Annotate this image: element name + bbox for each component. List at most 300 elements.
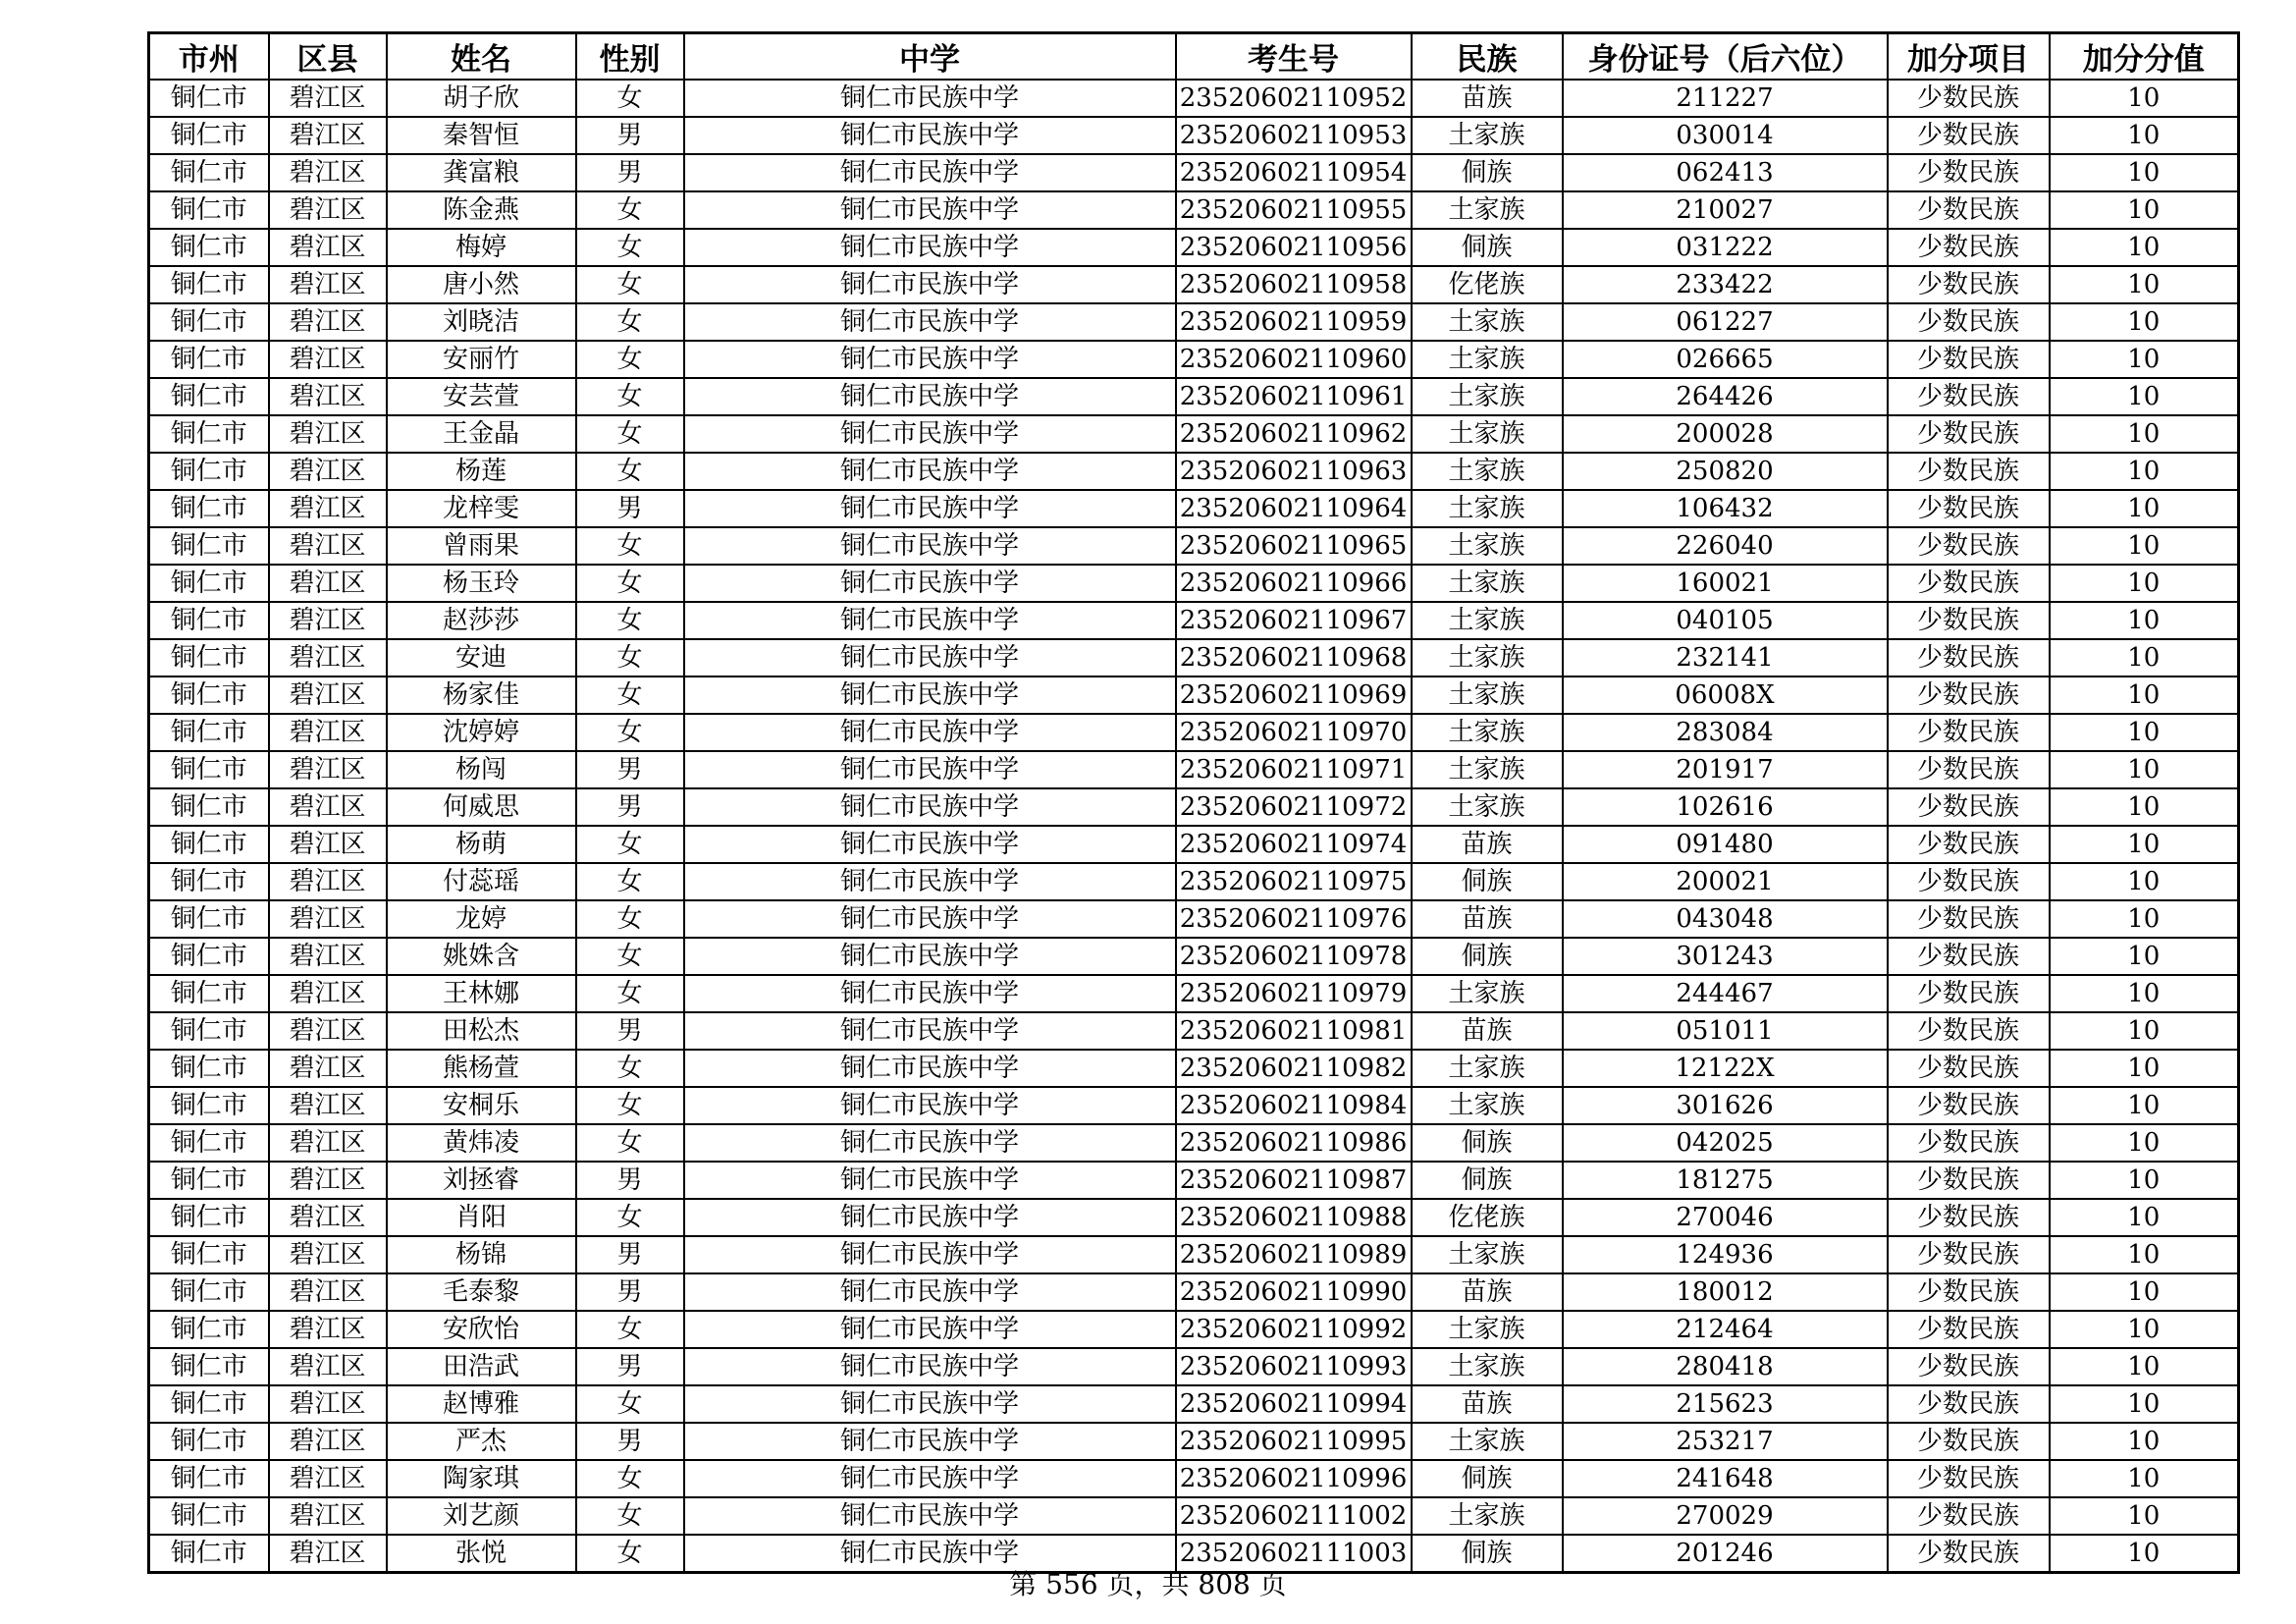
cell-city: 铜仁市: [149, 900, 269, 938]
cell-school: 铜仁市民族中学: [684, 191, 1176, 229]
cell-name: 刘晓洁: [387, 303, 576, 341]
cell-city: 铜仁市: [149, 863, 269, 900]
cell-district: 碧江区: [269, 639, 387, 677]
cell-name: 曾雨果: [387, 527, 576, 565]
cell-school: 铜仁市民族中学: [684, 527, 1176, 565]
cell-district: 碧江区: [269, 303, 387, 341]
cell-bonus-value: 10: [2050, 602, 2239, 639]
cell-bonus-item: 少数民族: [1888, 490, 2050, 527]
cell-id-last-six: 042025: [1563, 1124, 1888, 1162]
table-row: [149, 1273, 2239, 1311]
cell-bonus-item: 少数民族: [1888, 229, 2050, 266]
cell-exam-number: 23520602110981: [1176, 1012, 1412, 1050]
cell-school: 铜仁市民族中学: [684, 1535, 1176, 1573]
cell-id-last-six: 280418: [1563, 1348, 1888, 1385]
cell-id-last-six: 181275: [1563, 1162, 1888, 1199]
cell-gender: 男: [576, 1423, 684, 1460]
table-row: [149, 527, 2239, 565]
table-row: [149, 677, 2239, 714]
cell-school: 铜仁市民族中学: [684, 415, 1176, 453]
cell-exam-number: 23520602110974: [1176, 826, 1412, 863]
cell-school: 铜仁市民族中学: [684, 751, 1176, 788]
cell-gender: 女: [576, 341, 684, 378]
cell-id-last-six: 215623: [1563, 1385, 1888, 1423]
cell-ethnicity: 侗族: [1412, 154, 1563, 191]
cell-district: 碧江区: [269, 900, 387, 938]
cell-district: 碧江区: [269, 378, 387, 415]
cell-name: 沈婷婷: [387, 714, 576, 751]
cell-ethnicity: 土家族: [1412, 1087, 1563, 1124]
cell-school: 铜仁市民族中学: [684, 602, 1176, 639]
cell-bonus-item: 少数民族: [1888, 1087, 2050, 1124]
cell-city: 铜仁市: [149, 191, 269, 229]
cell-id-last-six: 051011: [1563, 1012, 1888, 1050]
cell-district: 碧江区: [269, 1124, 387, 1162]
cell-city: 铜仁市: [149, 1162, 269, 1199]
cell-school: 铜仁市民族中学: [684, 1497, 1176, 1535]
cell-name: 杨莲: [387, 453, 576, 490]
cell-school: 铜仁市民族中学: [684, 453, 1176, 490]
cell-bonus-item: 少数民族: [1888, 378, 2050, 415]
cell-id-last-six: 210027: [1563, 191, 1888, 229]
cell-city: 铜仁市: [149, 788, 269, 826]
cell-id-last-six: 12122X: [1563, 1050, 1888, 1087]
cell-bonus-item: 少数民族: [1888, 80, 2050, 117]
cell-exam-number: 23520602110986: [1176, 1124, 1412, 1162]
cell-id-last-six: 06008X: [1563, 677, 1888, 714]
cell-exam-number: 23520602110987: [1176, 1162, 1412, 1199]
cell-bonus-item: 少数民族: [1888, 191, 2050, 229]
cell-name: 秦智恒: [387, 117, 576, 154]
header-city: 市州: [149, 33, 269, 81]
cell-id-last-six: 241648: [1563, 1460, 1888, 1497]
cell-gender: 女: [576, 191, 684, 229]
cell-name: 胡子欣: [387, 80, 576, 117]
cell-bonus-item: 少数民族: [1888, 938, 2050, 975]
header-id-last-six: 身份证号（后六位）: [1563, 33, 1888, 81]
cell-school: 铜仁市民族中学: [684, 788, 1176, 826]
cell-name: 杨萌: [387, 826, 576, 863]
header-bonus-value: 加分分值: [2050, 33, 2239, 81]
table-row: [149, 1162, 2239, 1199]
cell-bonus-item: 少数民族: [1888, 341, 2050, 378]
cell-id-last-six: 160021: [1563, 565, 1888, 602]
cell-school: 铜仁市民族中学: [684, 80, 1176, 117]
cell-name: 龙婷: [387, 900, 576, 938]
cell-gender: 女: [576, 1124, 684, 1162]
cell-name: 龚富粮: [387, 154, 576, 191]
cell-gender: 男: [576, 117, 684, 154]
cell-exam-number: 23520602110966: [1176, 565, 1412, 602]
cell-district: 碧江区: [269, 677, 387, 714]
cell-gender: 女: [576, 677, 684, 714]
cell-bonus-value: 10: [2050, 1385, 2239, 1423]
cell-bonus-value: 10: [2050, 527, 2239, 565]
cell-bonus-item: 少数民族: [1888, 527, 2050, 565]
cell-school: 铜仁市民族中学: [684, 117, 1176, 154]
cell-city: 铜仁市: [149, 415, 269, 453]
cell-exam-number: 23520602110971: [1176, 751, 1412, 788]
cell-gender: 女: [576, 1460, 684, 1497]
cell-ethnicity: 土家族: [1412, 639, 1563, 677]
cell-ethnicity: 侗族: [1412, 1535, 1563, 1573]
table-row: [149, 714, 2239, 751]
cell-bonus-value: 10: [2050, 266, 2239, 303]
cell-exam-number: 23520602110967: [1176, 602, 1412, 639]
cell-name: 唐小然: [387, 266, 576, 303]
cell-district: 碧江区: [269, 154, 387, 191]
cell-bonus-item: 少数民族: [1888, 751, 2050, 788]
cell-city: 铜仁市: [149, 341, 269, 378]
cell-gender: 女: [576, 80, 684, 117]
cell-bonus-value: 10: [2050, 415, 2239, 453]
cell-bonus-item: 少数民族: [1888, 1124, 2050, 1162]
cell-ethnicity: 土家族: [1412, 1348, 1563, 1385]
cell-ethnicity: 苗族: [1412, 80, 1563, 117]
cell-district: 碧江区: [269, 453, 387, 490]
cell-school: 铜仁市民族中学: [684, 1199, 1176, 1236]
cell-exam-number: 23520602111003: [1176, 1535, 1412, 1573]
cell-bonus-value: 10: [2050, 117, 2239, 154]
cell-school: 铜仁市民族中学: [684, 565, 1176, 602]
cell-bonus-value: 10: [2050, 1087, 2239, 1124]
cell-exam-number: 23520602110965: [1176, 527, 1412, 565]
cell-gender: 男: [576, 788, 684, 826]
cell-gender: 女: [576, 639, 684, 677]
cell-ethnicity: 苗族: [1412, 1385, 1563, 1423]
table-row: [149, 1050, 2239, 1087]
cell-city: 铜仁市: [149, 1497, 269, 1535]
cell-ethnicity: 侗族: [1412, 938, 1563, 975]
cell-gender: 男: [576, 751, 684, 788]
cell-bonus-value: 10: [2050, 378, 2239, 415]
cell-district: 碧江区: [269, 1535, 387, 1573]
cell-gender: 男: [576, 490, 684, 527]
cell-district: 碧江区: [269, 527, 387, 565]
cell-ethnicity: 土家族: [1412, 490, 1563, 527]
cell-gender: 女: [576, 826, 684, 863]
cell-gender: 女: [576, 900, 684, 938]
cell-exam-number: 23520602110979: [1176, 975, 1412, 1012]
cell-id-last-six: 233422: [1563, 266, 1888, 303]
cell-bonus-item: 少数民族: [1888, 1162, 2050, 1199]
cell-ethnicity: 侗族: [1412, 1460, 1563, 1497]
cell-bonus-item: 少数民族: [1888, 1273, 2050, 1311]
cell-exam-number: 23520602110994: [1176, 1385, 1412, 1423]
cell-exam-number: 23520602110958: [1176, 266, 1412, 303]
cell-bonus-item: 少数民族: [1888, 1497, 2050, 1535]
cell-gender: 女: [576, 863, 684, 900]
cell-city: 铜仁市: [149, 229, 269, 266]
cell-city: 铜仁市: [149, 490, 269, 527]
cell-id-last-six: 253217: [1563, 1423, 1888, 1460]
cell-bonus-value: 10: [2050, 900, 2239, 938]
cell-name: 严杰: [387, 1423, 576, 1460]
cell-name: 肖阳: [387, 1199, 576, 1236]
cell-district: 碧江区: [269, 1199, 387, 1236]
cell-exam-number: 23520602110955: [1176, 191, 1412, 229]
table-row: [149, 1012, 2239, 1050]
cell-id-last-six: 211227: [1563, 80, 1888, 117]
cell-bonus-value: 10: [2050, 453, 2239, 490]
cell-id-last-six: 226040: [1563, 527, 1888, 565]
bonus-points-table: [147, 31, 2240, 1574]
cell-bonus-value: 10: [2050, 1273, 2239, 1311]
cell-id-last-six: 201246: [1563, 1535, 1888, 1573]
cell-exam-number: 23520602110975: [1176, 863, 1412, 900]
cell-id-last-six: 250820: [1563, 453, 1888, 490]
cell-bonus-item: 少数民族: [1888, 788, 2050, 826]
table-row: [149, 1124, 2239, 1162]
header-row: [149, 33, 2239, 81]
cell-bonus-value: 10: [2050, 154, 2239, 191]
cell-name: 田浩武: [387, 1348, 576, 1385]
header-gender: 性别: [576, 33, 684, 81]
cell-ethnicity: 仡佬族: [1412, 266, 1563, 303]
cell-school: 铜仁市民族中学: [684, 229, 1176, 266]
table-row: [149, 378, 2239, 415]
header-district: 区县: [269, 33, 387, 81]
cell-school: 铜仁市民族中学: [684, 1236, 1176, 1273]
cell-district: 碧江区: [269, 938, 387, 975]
cell-id-last-six: 030014: [1563, 117, 1888, 154]
cell-exam-number: 23520602110992: [1176, 1311, 1412, 1348]
cell-exam-number: 23520602110961: [1176, 378, 1412, 415]
cell-district: 碧江区: [269, 1348, 387, 1385]
cell-exam-number: 23520602110976: [1176, 900, 1412, 938]
cell-bonus-value: 10: [2050, 1423, 2239, 1460]
cell-name: 熊杨萱: [387, 1050, 576, 1087]
cell-ethnicity: 土家族: [1412, 1311, 1563, 1348]
table-row: [149, 117, 2239, 154]
cell-ethnicity: 土家族: [1412, 565, 1563, 602]
cell-id-last-six: 200021: [1563, 863, 1888, 900]
cell-gender: 男: [576, 1236, 684, 1273]
cell-exam-number: 23520602110989: [1176, 1236, 1412, 1273]
cell-bonus-value: 10: [2050, 191, 2239, 229]
cell-ethnicity: 土家族: [1412, 602, 1563, 639]
cell-bonus-item: 少数民族: [1888, 639, 2050, 677]
cell-exam-number: 23520602110954: [1176, 154, 1412, 191]
cell-exam-number: 23520602110968: [1176, 639, 1412, 677]
cell-ethnicity: 侗族: [1412, 229, 1563, 266]
cell-exam-number: 23520602110970: [1176, 714, 1412, 751]
cell-name: 安欣怡: [387, 1311, 576, 1348]
cell-id-last-six: 270029: [1563, 1497, 1888, 1535]
cell-gender: 女: [576, 938, 684, 975]
cell-id-last-six: 124936: [1563, 1236, 1888, 1273]
table-row: [149, 266, 2239, 303]
table-row: [149, 938, 2239, 975]
cell-ethnicity: 土家族: [1412, 677, 1563, 714]
cell-id-last-six: 201917: [1563, 751, 1888, 788]
cell-id-last-six: 040105: [1563, 602, 1888, 639]
table-row: [149, 1087, 2239, 1124]
cell-bonus-value: 10: [2050, 1199, 2239, 1236]
cell-city: 铜仁市: [149, 751, 269, 788]
cell-bonus-item: 少数民族: [1888, 900, 2050, 938]
table-row: [149, 303, 2239, 341]
cell-district: 碧江区: [269, 751, 387, 788]
cell-city: 铜仁市: [149, 1311, 269, 1348]
cell-bonus-item: 少数民族: [1888, 1311, 2050, 1348]
cell-school: 铜仁市民族中学: [684, 677, 1176, 714]
cell-ethnicity: 土家族: [1412, 1497, 1563, 1535]
cell-bonus-value: 10: [2050, 751, 2239, 788]
cell-bonus-item: 少数民族: [1888, 303, 2050, 341]
cell-exam-number: 23520602111002: [1176, 1497, 1412, 1535]
table-row: [149, 900, 2239, 938]
table-row: [149, 1236, 2239, 1273]
cell-district: 碧江区: [269, 1012, 387, 1050]
cell-gender: 男: [576, 154, 684, 191]
cell-name: 安丽竹: [387, 341, 576, 378]
cell-district: 碧江区: [269, 602, 387, 639]
cell-bonus-value: 10: [2050, 1162, 2239, 1199]
cell-ethnicity: 土家族: [1412, 1423, 1563, 1460]
cell-bonus-value: 10: [2050, 1348, 2239, 1385]
cell-district: 碧江区: [269, 1087, 387, 1124]
cell-gender: 女: [576, 527, 684, 565]
table-row: [149, 1385, 2239, 1423]
cell-city: 铜仁市: [149, 1012, 269, 1050]
cell-city: 铜仁市: [149, 1460, 269, 1497]
cell-district: 碧江区: [269, 1497, 387, 1535]
cell-district: 碧江区: [269, 341, 387, 378]
cell-bonus-item: 少数民族: [1888, 117, 2050, 154]
cell-ethnicity: 苗族: [1412, 1012, 1563, 1050]
cell-name: 赵莎莎: [387, 602, 576, 639]
table-row: [149, 1348, 2239, 1385]
cell-bonus-value: 10: [2050, 826, 2239, 863]
cell-city: 铜仁市: [149, 1236, 269, 1273]
cell-city: 铜仁市: [149, 677, 269, 714]
cell-exam-number: 23520602110995: [1176, 1423, 1412, 1460]
cell-bonus-item: 少数民族: [1888, 714, 2050, 751]
cell-name: 田松杰: [387, 1012, 576, 1050]
cell-city: 铜仁市: [149, 527, 269, 565]
cell-bonus-item: 少数民族: [1888, 677, 2050, 714]
cell-bonus-value: 10: [2050, 1311, 2239, 1348]
cell-school: 铜仁市民族中学: [684, 1012, 1176, 1050]
table-row: [149, 191, 2239, 229]
cell-name: 毛泰黎: [387, 1273, 576, 1311]
cell-gender: 女: [576, 415, 684, 453]
cell-ethnicity: 土家族: [1412, 117, 1563, 154]
cell-ethnicity: 苗族: [1412, 826, 1563, 863]
cell-district: 碧江区: [269, 1236, 387, 1273]
cell-bonus-value: 10: [2050, 80, 2239, 117]
cell-district: 碧江区: [269, 1385, 387, 1423]
cell-district: 碧江区: [269, 1423, 387, 1460]
table-row: [149, 565, 2239, 602]
cell-bonus-value: 10: [2050, 714, 2239, 751]
table-row: [149, 788, 2239, 826]
cell-name: 杨锦: [387, 1236, 576, 1273]
cell-city: 铜仁市: [149, 1087, 269, 1124]
cell-exam-number: 23520602110953: [1176, 117, 1412, 154]
cell-bonus-item: 少数民族: [1888, 1348, 2050, 1385]
table-row: [149, 863, 2239, 900]
cell-id-last-six: 061227: [1563, 303, 1888, 341]
cell-city: 铜仁市: [149, 1385, 269, 1423]
cell-gender: 女: [576, 714, 684, 751]
cell-district: 碧江区: [269, 788, 387, 826]
cell-id-last-six: 026665: [1563, 341, 1888, 378]
cell-ethnicity: 土家族: [1412, 1236, 1563, 1273]
cell-bonus-value: 10: [2050, 1497, 2239, 1535]
cell-id-last-six: 031222: [1563, 229, 1888, 266]
cell-school: 铜仁市民族中学: [684, 490, 1176, 527]
cell-exam-number: 23520602110963: [1176, 453, 1412, 490]
cell-name: 王林娜: [387, 975, 576, 1012]
cell-ethnicity: 土家族: [1412, 303, 1563, 341]
cell-exam-number: 23520602110969: [1176, 677, 1412, 714]
cell-gender: 女: [576, 1385, 684, 1423]
cell-district: 碧江区: [269, 863, 387, 900]
cell-city: 铜仁市: [149, 1273, 269, 1311]
cell-city: 铜仁市: [149, 80, 269, 117]
cell-city: 铜仁市: [149, 117, 269, 154]
cell-id-last-six: 244467: [1563, 975, 1888, 1012]
cell-school: 铜仁市民族中学: [684, 1162, 1176, 1199]
cell-ethnicity: 土家族: [1412, 378, 1563, 415]
cell-exam-number: 23520602110972: [1176, 788, 1412, 826]
cell-bonus-item: 少数民族: [1888, 415, 2050, 453]
table-row: [149, 341, 2239, 378]
cell-name: 黄炜凌: [387, 1124, 576, 1162]
header-school: 中学: [684, 33, 1176, 81]
cell-ethnicity: 土家族: [1412, 191, 1563, 229]
cell-id-last-six: 091480: [1563, 826, 1888, 863]
cell-name: 杨闯: [387, 751, 576, 788]
cell-bonus-item: 少数民族: [1888, 1460, 2050, 1497]
cell-district: 碧江区: [269, 490, 387, 527]
cell-name: 刘艺颜: [387, 1497, 576, 1535]
cell-name: 姚姝含: [387, 938, 576, 975]
cell-bonus-value: 10: [2050, 938, 2239, 975]
cell-gender: 女: [576, 602, 684, 639]
cell-city: 铜仁市: [149, 938, 269, 975]
cell-ethnicity: 仡佬族: [1412, 1199, 1563, 1236]
cell-id-last-six: 062413: [1563, 154, 1888, 191]
cell-name: 刘拯睿: [387, 1162, 576, 1199]
cell-name: 何威思: [387, 788, 576, 826]
table-row: [149, 1423, 2239, 1460]
cell-gender: 女: [576, 1311, 684, 1348]
cell-id-last-six: 283084: [1563, 714, 1888, 751]
cell-school: 铜仁市民族中学: [684, 714, 1176, 751]
header-exam-number: 考生号: [1176, 33, 1412, 81]
cell-city: 铜仁市: [149, 714, 269, 751]
cell-city: 铜仁市: [149, 1199, 269, 1236]
cell-city: 铜仁市: [149, 975, 269, 1012]
cell-bonus-value: 10: [2050, 1535, 2239, 1573]
table-row: [149, 826, 2239, 863]
cell-bonus-item: 少数民族: [1888, 1535, 2050, 1573]
cell-bonus-item: 少数民族: [1888, 453, 2050, 490]
cell-exam-number: 23520602110964: [1176, 490, 1412, 527]
cell-city: 铜仁市: [149, 1423, 269, 1460]
cell-district: 碧江区: [269, 1162, 387, 1199]
table-row: [149, 639, 2239, 677]
table-row: [149, 602, 2239, 639]
table-row: [149, 1311, 2239, 1348]
cell-bonus-item: 少数民族: [1888, 863, 2050, 900]
cell-school: 铜仁市民族中学: [684, 639, 1176, 677]
cell-gender: 男: [576, 1162, 684, 1199]
cell-city: 铜仁市: [149, 826, 269, 863]
